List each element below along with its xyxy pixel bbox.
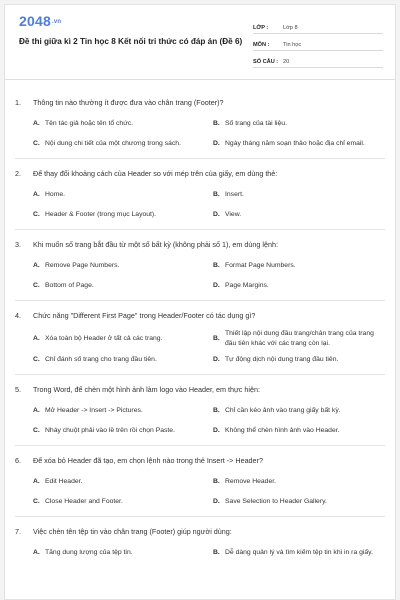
answer-option[interactable] [33,256,205,276]
option-text: Thiết lập nội dung đầu trang/chân trang của trang đầu tiên khác với các trang còn lại. [225,330,374,347]
logo-text: 2048 [19,13,51,29]
option-text: Header & Footer (trong mục Layout). [45,211,157,219]
answer-option[interactable] [33,276,205,296]
answer-options [15,537,385,563]
info-row-class [253,17,383,34]
page-title: Đề thi giữa kì 2 Tin học 8 Kết nối tri thức có đáp án (Đề 6) [19,37,243,46]
answer-option[interactable] [213,114,385,134]
question-item [15,446,385,517]
option-text: Nội dung chi tiết của một chương trong sách. [45,140,181,148]
answer-option[interactable] [33,543,205,563]
answer-option[interactable] [213,205,385,225]
option-text: Nháy chuột phải vào lề trên rồi chọn Paste. [45,427,175,435]
option-text: Chỉ cần kéo ảnh vào trang giấy bất kỳ. [225,407,341,415]
option-letter: A. [33,334,40,342]
answer-option[interactable] [33,350,205,370]
question-number: 6. [15,456,21,465]
answer-option[interactable] [33,421,205,441]
option-letter: B. [213,191,220,199]
option-letter: A. [33,549,40,557]
option-letter: C. [33,498,40,506]
option-text: Format Page Numbers. [225,262,296,270]
question-text: Chức năng "Different First Page" trong Header/Footer có tác dụng gì? [33,311,256,320]
option-text: Tên tác giả hoặc tên tổ chức. [45,120,134,128]
option-letter: A. [33,120,40,128]
info-key: LỚP : [253,25,269,31]
info-value: Lớp 8 [283,25,298,31]
question-number: 5. [15,385,21,394]
option-letter: A. [33,191,40,199]
question-item [15,88,385,159]
question-number: 1. [15,98,21,107]
answer-options [15,466,385,512]
option-text: Edit Header. [45,478,83,486]
question-item [15,230,385,301]
question-number: 2. [15,169,21,178]
option-letter: C. [33,211,40,219]
option-letter: B. [213,478,220,486]
option-text: Remove Page Numbers. [45,262,120,270]
option-letter: B. [213,407,220,415]
question-number: 4. [15,311,21,320]
answer-option[interactable] [213,185,385,205]
option-letter: A. [33,262,40,270]
answer-option[interactable] [213,472,385,492]
option-letter: B. [213,120,220,128]
question-stem [15,456,385,466]
answer-options [15,321,385,370]
option-text: Tăng dung lượng của tệp tin. [45,549,133,557]
option-text: Insert. [225,191,244,199]
info-row-count [253,51,383,68]
answer-option[interactable] [213,492,385,512]
answer-option[interactable] [33,492,205,512]
answer-option[interactable] [33,205,205,225]
question-item [15,517,385,567]
option-text: Close Header and Footer. [45,498,123,506]
question-number: 7. [15,527,21,536]
option-text: Ngày tháng năm soạn thảo hoặc địa chỉ email. [225,140,365,148]
question-item [15,375,385,446]
question-text: Việc chèn tên tệp tin vào chân trang (Footer) giúp người dùng: [33,527,232,536]
answer-options [15,250,385,296]
answer-option[interactable] [33,327,205,350]
answer-option[interactable] [33,114,205,134]
option-text: Home. [45,191,66,199]
option-letter: C. [33,427,40,435]
answer-option[interactable] [33,185,205,205]
question-text: Thông tin nào thường ít được đưa vào chân trang (Footer)? [33,98,224,107]
answer-option[interactable] [213,350,385,370]
question-text: Để thay đổi khoảng cách của Header so với mép trên của giấy, em dùng thẻ: [33,169,278,178]
option-text: Dễ dàng quản lý và tìm kiếm tệp tin khi in ra giấy. [225,549,373,557]
option-text: Page Margins. [225,282,269,290]
option-text: Xóa toàn bộ Header ở tất cả các trang. [45,334,163,342]
answer-option[interactable] [213,543,385,563]
question-stem [15,527,385,537]
answer-options [15,179,385,225]
question-list [5,80,395,567]
answer-options [15,395,385,441]
answer-option[interactable] [213,276,385,296]
question-stem [15,311,385,321]
option-letter: B. [213,262,220,270]
option-letter: D. [213,356,220,364]
option-letter: D. [213,140,220,148]
answer-option[interactable] [33,401,205,421]
exam-page [4,4,396,600]
option-text: Tự động dịch nội dung trang đầu tiên. [225,356,339,364]
info-key: SỐ CÂU : [253,59,279,65]
answer-options [15,108,385,154]
answer-option[interactable] [213,401,385,421]
question-item [15,301,385,375]
option-text: Save Selection to Header Gallery. [225,498,327,506]
option-letter: A. [33,407,40,415]
answer-option[interactable] [213,327,385,350]
option-text: Số trang của tài liệu. [225,120,287,128]
option-text: Chỉ đánh số trang cho trang đầu tiên. [45,356,157,364]
option-text: Remove Header. [225,478,277,486]
answer-option[interactable] [33,134,205,154]
option-text: View. [225,211,242,219]
info-value: Tin học [283,42,302,48]
question-item [15,159,385,230]
question-stem [15,385,385,395]
option-letter: C. [33,140,40,148]
option-letter: B. [213,334,220,342]
info-value: 20 [283,59,290,65]
option-text: Bottom of Page. [45,282,94,290]
question-stem [15,98,385,108]
question-text: Để xóa bỏ Header đã tạo, em chọn lệnh nào trong thẻ Insert -> Header? [33,456,263,465]
option-text: Mở Header -> Insert -> Pictures. [45,407,143,415]
option-letter: D. [213,211,220,219]
logo-tld: .vn [51,19,62,26]
question-stem [15,240,385,250]
info-key: MÔN : [253,42,270,48]
question-text: Khi muốn số trang bắt đầu từ một số bất kỳ (không phải số 1), em dùng lệnh: [33,240,278,249]
answer-option[interactable] [213,421,385,441]
site-logo[interactable] [19,13,61,29]
option-text: Không thể chèn hình ảnh vào Header. [225,427,340,435]
question-number: 3. [15,240,21,249]
option-letter: C. [33,356,40,364]
option-letter: D. [213,498,220,506]
answer-option[interactable] [213,256,385,276]
option-letter: D. [213,427,220,435]
exam-info [253,17,383,68]
page-header [5,5,395,67]
answer-option[interactable] [213,134,385,154]
option-letter: D. [213,282,220,290]
option-letter: B. [213,549,220,557]
info-row-subject [253,34,383,51]
answer-option[interactable] [33,472,205,492]
option-letter: A. [33,478,40,486]
option-letter: C. [33,282,40,290]
question-text: Trong Word, để chèn một hình ảnh làm logo vào Header, em thực hiện: [33,385,260,394]
question-stem [15,169,385,179]
